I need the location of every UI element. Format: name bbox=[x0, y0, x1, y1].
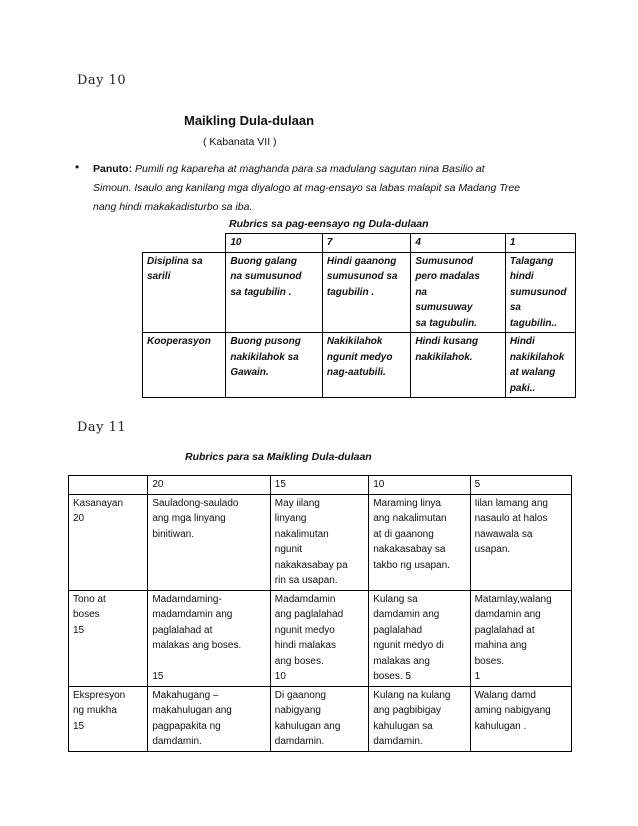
day-10-label: Day 10 bbox=[77, 73, 127, 88]
table-cell: Hindi kusang nakikilahok. bbox=[411, 333, 506, 398]
table-cell: Kasanayan 20 bbox=[69, 494, 148, 590]
table-cell: Talagang hindi sumusunod sa tagubilin.. bbox=[505, 252, 575, 333]
chapter-label: ( Kabanata VII ) bbox=[203, 136, 277, 148]
instructions-line-1: Pumili ng kapareha at maghanda para sa madulang sagutan nina Basilio at bbox=[135, 163, 485, 175]
table-cell: Maraming linya ang nakalimutan at di gaanong nakakasabay sa takbo ng usapan. bbox=[369, 494, 470, 590]
table-header-cell bbox=[69, 476, 148, 495]
day-11-label: Day 11 bbox=[77, 420, 127, 435]
table-cell: Buong pusong nakikilahok sa Gawain. bbox=[226, 333, 323, 398]
table-cell: Hindi gaanong sumusunod sa tagubilin . bbox=[322, 252, 410, 333]
table-cell: Sauladong-saulado ang mga linyang binitiwan. bbox=[148, 494, 270, 590]
table-header-row bbox=[69, 476, 572, 495]
table-cell: Kooperasyon bbox=[143, 333, 226, 398]
table-header-cell: 10 bbox=[369, 476, 470, 495]
table-cell: Iilan lamang ang nasaulo at halos nawawala sa usapan. bbox=[470, 494, 571, 590]
table-header-row bbox=[143, 234, 576, 253]
table-cell: Di gaanong nabigyang kahulugan ang damdamin. bbox=[270, 686, 368, 751]
table-cell: Sumusunod pero madalas na sumusuway sa tagubulin. bbox=[411, 252, 506, 333]
rubric-table-1 bbox=[142, 233, 576, 398]
table-row bbox=[69, 686, 572, 751]
table-cell: Disiplina sa sarili bbox=[143, 252, 226, 333]
table-cell: Ekspresyon ng mukha 15 bbox=[69, 686, 148, 751]
table-row bbox=[69, 494, 572, 590]
table-cell: Madamdamin ang paglalahad ngunit medyo hindi malakas ang boses. 10 bbox=[270, 590, 368, 686]
table-header-cell bbox=[143, 234, 226, 253]
rubric-table-2 bbox=[68, 475, 572, 752]
table-cell: Makahugang – makahulugan ang pagpapakita ng damdamin. bbox=[148, 686, 270, 751]
table-cell: Tono at boses 15 bbox=[69, 590, 148, 686]
table-header-cell: 15 bbox=[270, 476, 368, 495]
table-cell: Kulang sa damdamin ang paglalahad ngunit medyo di malakas ang boses. 5 bbox=[369, 590, 470, 686]
table-header-cell: 4 bbox=[411, 234, 506, 253]
table-header-cell: 20 bbox=[148, 476, 270, 495]
table-cell: May iilang linyang nakalimutan ngunit nakakasabay pa rin sa usapan. bbox=[270, 494, 368, 590]
instructions-line-2: Simoun. Isaulo ang kanilang mga diyalogo at mag-ensayo sa labas malapit sa Madang Tree bbox=[93, 182, 521, 194]
page-title: Maikling Dula-dulaan bbox=[184, 113, 315, 128]
rubric-1-caption: Rubrics sa pag-eensayo ng Dula-dulaan bbox=[229, 218, 429, 230]
table-row bbox=[69, 590, 572, 686]
table-cell: Nakikilahok ngunit medyo nag-aatubili. bbox=[322, 333, 410, 398]
table-header-cell: 7 bbox=[322, 234, 410, 253]
table-row bbox=[143, 333, 576, 398]
table-cell: Walang damd aming nabigyang kahulugan . bbox=[470, 686, 571, 751]
instructions bbox=[93, 160, 593, 217]
table-cell: Madamdaming- madamdamin ang paglalahad at malakas ang boses. 15 bbox=[148, 590, 270, 686]
table-cell: Hindi nakikilahok at walang paki.. bbox=[505, 333, 575, 398]
table-cell: Kulang na kulang ang pagbibigay kahulugan sa damdamin. bbox=[369, 686, 470, 751]
table-header-cell: 1 bbox=[505, 234, 575, 253]
instructions-line-3: nang hindi makakadisturbo sa iba. bbox=[93, 201, 253, 213]
bullet-icon: • bbox=[75, 160, 80, 174]
table-header-cell: 10 bbox=[226, 234, 323, 253]
table-row bbox=[143, 252, 576, 333]
table-cell: Matamlay,walang damdamin ang paglalahad at mahina ang boses. 1 bbox=[470, 590, 571, 686]
instructions-label: Panuto: bbox=[93, 163, 133, 175]
rubric-2-caption: Rubrics para sa Maikling Dula-dulaan bbox=[185, 451, 372, 463]
table-cell: Buong galang na sumusunod sa tagubilin . bbox=[226, 252, 323, 333]
table-header-cell: 5 bbox=[470, 476, 571, 495]
